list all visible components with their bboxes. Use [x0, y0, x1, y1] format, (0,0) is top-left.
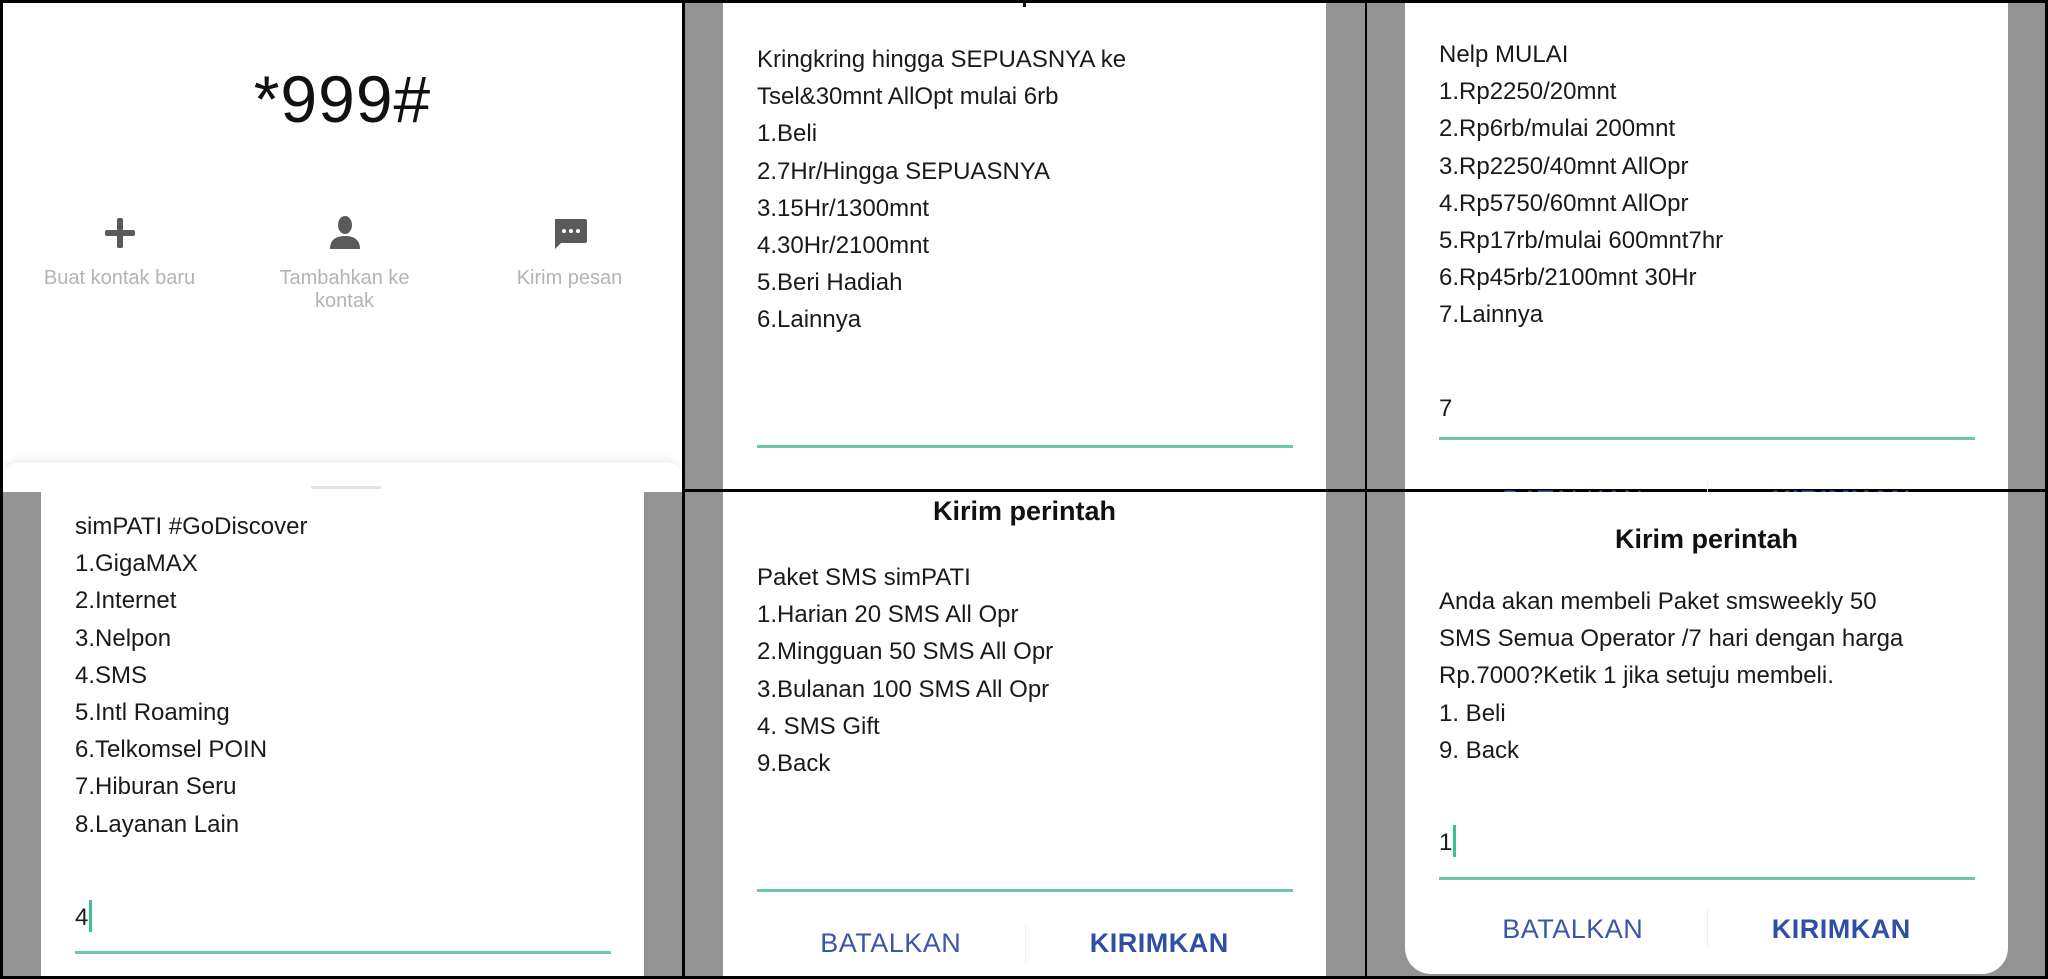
menu-option: 2.Rp6rb/mulai 200mnt — [1439, 115, 1676, 143]
menu-option: 1. Beli — [1439, 699, 1506, 727]
menu-option: 5.Intl Roaming — [75, 699, 230, 727]
cancel-button[interactable]: BATALKAN — [820, 927, 962, 958]
menu-option: 1.Rp2250/20mnt — [1439, 78, 1617, 106]
input-underline — [1439, 877, 1975, 880]
ussd-message — [1439, 583, 1903, 769]
menu-option: 5.Beri Hadiah — [757, 269, 903, 297]
ussd-dialog-kringkring — [685, 3, 1365, 489]
dialog-card — [1405, 492, 2008, 974]
menu-option: 6.Rp45rb/2100mnt 30Hr — [1439, 264, 1697, 292]
menu-option: 8.Layanan Lain — [75, 810, 240, 838]
text-caret — [1453, 825, 1456, 857]
add-to-contact-label: Tambahkan ke kontak — [279, 267, 410, 312]
dialog-card — [1405, 3, 2008, 489]
dialog-card — [723, 3, 1326, 489]
dialer-actions — [3, 213, 682, 313]
message-line: Anda akan membeli Paket smsweekly 50 — [1439, 588, 1877, 615]
dialog-card — [41, 492, 644, 976]
menu-option: 6.Lainnya — [757, 306, 862, 334]
message-line: simPATI #GoDiscover — [75, 513, 308, 540]
input-underline — [75, 951, 611, 954]
menu-option: 6.Telkomsel POIN — [75, 736, 268, 764]
message-line: Kringkring hingga SEPUASNYA ke — [757, 46, 1127, 73]
text-caret — [89, 900, 92, 932]
dialer-panel — [3, 3, 682, 489]
ussd-message — [1439, 36, 1723, 334]
menu-option: 4.Rp5750/60mnt AllOpr — [1439, 189, 1689, 217]
menu-option: 3.15Hr/1300mnt — [757, 194, 930, 222]
message-line: Paket SMS simPATI — [757, 564, 971, 591]
menu-option: 5.Rp17rb/mulai 600mnt7hr — [1439, 227, 1724, 255]
menu-option: 3.Nelpon — [75, 624, 172, 652]
ussd-dialog-simpati — [3, 492, 682, 976]
ussd-dialog-sms — [685, 492, 1365, 976]
menu-option: 9.Back — [757, 750, 831, 778]
menu-option: 1.GigaMAX — [75, 550, 198, 578]
send-button[interactable]: KIRIMKAN — [1771, 913, 1911, 944]
create-contact-button[interactable] — [7, 213, 232, 313]
menu-option: 7.Lainnya — [1439, 301, 1544, 329]
ussd-reply-input[interactable] — [1439, 827, 1456, 857]
plus-icon — [100, 213, 140, 253]
input-value: 7 — [1439, 395, 1453, 422]
ussd-reply-input[interactable] — [75, 902, 92, 932]
send-message-button[interactable] — [457, 213, 682, 313]
menu-option: 9. Back — [1439, 736, 1520, 764]
input-underline — [757, 889, 1293, 892]
ussd-message — [75, 508, 308, 843]
person-icon — [325, 213, 365, 253]
create-contact-label: Buat kontak baru — [43, 267, 196, 289]
menu-option: 3.Bulanan 100 SMS All Opr — [757, 675, 1050, 703]
input-value: 4 — [75, 904, 89, 931]
ussd-dialog-confirm — [1367, 492, 2045, 976]
menu-option: 4. SMS Gift — [757, 712, 880, 740]
input-value: 1 — [1439, 829, 1453, 856]
message-line: Nelp MULAI — [1439, 41, 1569, 68]
menu-option: 1.Harian 20 SMS All Opr — [757, 601, 1019, 629]
menu-option: 2.Mingguan 50 SMS All Opr — [757, 638, 1054, 666]
input-underline — [1439, 437, 1975, 440]
dialog-card — [723, 492, 1326, 976]
message-icon — [550, 213, 590, 253]
dialog-buttons — [757, 924, 1293, 962]
dialog-title-cutoff — [1023, 0, 1026, 7]
ussd-dialog-nelp — [1367, 3, 2045, 489]
menu-option: 1.Beli — [757, 120, 818, 148]
add-to-contact-button[interactable] — [232, 213, 457, 313]
menu-option: 7.Hiburan Seru — [75, 773, 237, 801]
menu-option: 2.7Hr/Hingga SEPUASNYA — [757, 157, 1051, 185]
dialog-title: Kirim perintah — [932, 496, 1117, 526]
ussd-message — [757, 41, 1126, 339]
ussd-message — [757, 559, 1053, 782]
cancel-button[interactable]: BATALKAN — [1502, 913, 1644, 944]
message-line: SMS Semua Operator /7 hari dengan harga — [1439, 625, 1904, 653]
input-underline — [757, 445, 1293, 448]
send-message-label: Kirim pesan — [516, 267, 623, 289]
send-button[interactable]: KIRIMKAN — [1089, 927, 1229, 958]
menu-option: 2.Internet — [75, 587, 177, 615]
message-line: Tsel&30mnt AllOpt mulai 6rb — [757, 83, 1059, 111]
dialog-buttons — [1439, 910, 1975, 948]
message-line: Rp.7000?Ketik 1 jika setuju membeli. — [1439, 662, 1834, 690]
menu-option: 4.SMS — [75, 661, 148, 689]
ussd-reply-input[interactable] — [1439, 393, 1452, 423]
sheet-handle[interactable] — [311, 486, 381, 489]
menu-option: 3.Rp2250/40mnt AllOpr — [1439, 152, 1689, 180]
dialog-title: Kirim perintah — [1614, 524, 1799, 554]
menu-option: 4.30Hr/2100mnt — [757, 232, 930, 260]
dial-string[interactable]: *999# — [253, 62, 432, 136]
